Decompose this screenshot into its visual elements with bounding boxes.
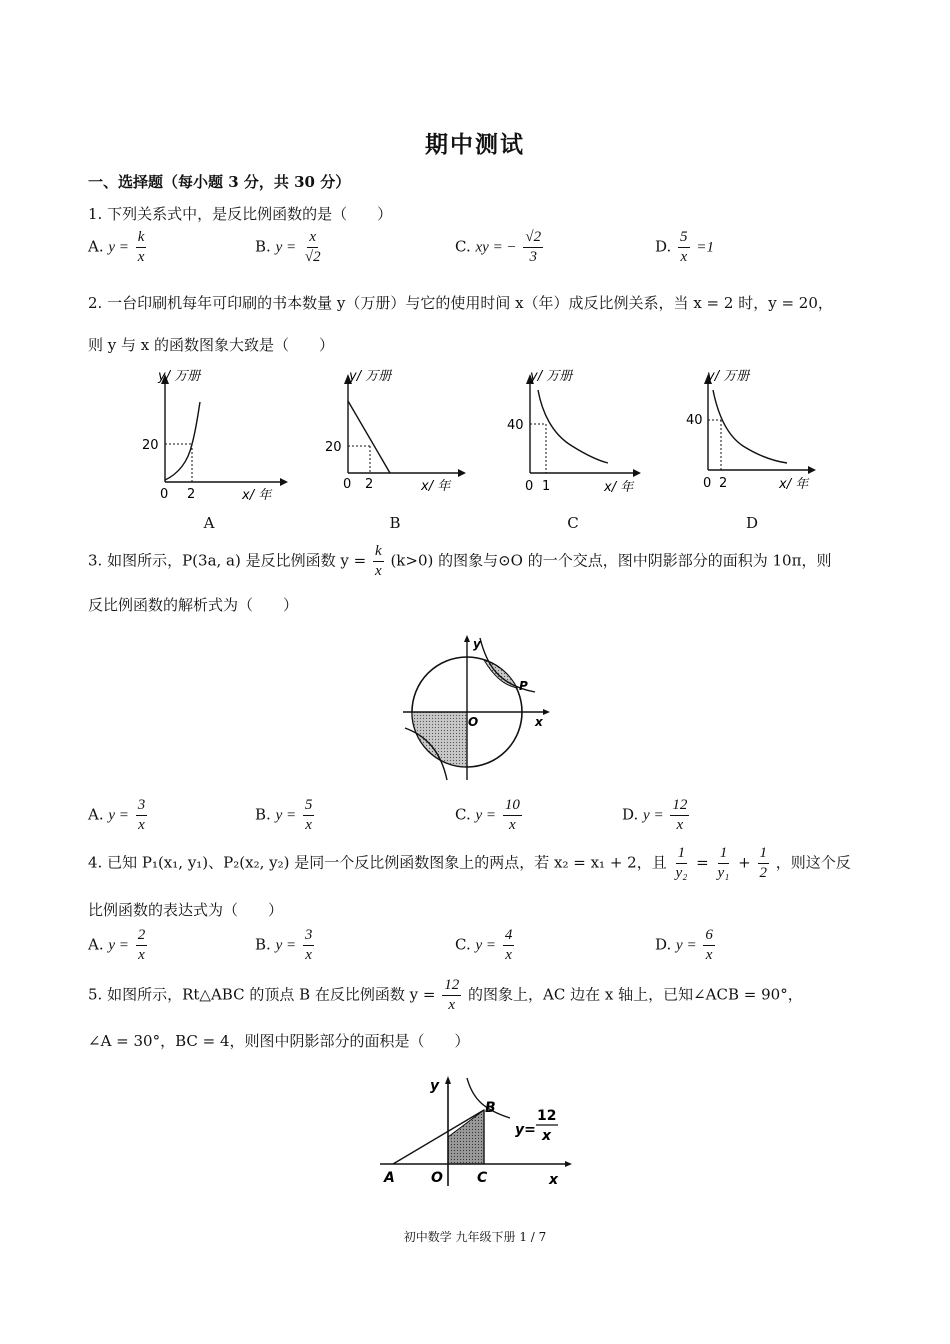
q3-text-post: (k>0) 的图象与⊙O 的一个交点，图中阴影部分的面积为 10π，则 [390, 551, 832, 570]
option-lhs: y = [676, 937, 697, 954]
x-tick-origin: 0 [703, 476, 712, 491]
option-letter: D. [622, 805, 639, 824]
option-letter: D. [655, 935, 672, 954]
fraction-denominator: x [680, 249, 688, 265]
fraction-numerator: 10 [503, 798, 522, 816]
fraction-numerator: 4 [503, 928, 515, 946]
point-p-label: P [519, 679, 528, 693]
q3-option-d [622, 798, 691, 833]
option-rhs: =1 [696, 239, 714, 256]
fraction-numerator: 3 [136, 798, 148, 816]
q4-text-pre: 4. 已知 P₁(x₁, y₁)、P₂(x₂, y₂) 是同一个反比例函数图象上的两点，若 x₂ = x₁ + 2，且 [88, 853, 667, 872]
fraction [703, 928, 715, 963]
fraction-numerator: 12 [442, 978, 461, 996]
fraction [523, 230, 543, 265]
fraction-denominator: x [705, 947, 713, 963]
x-axis-arrow [808, 466, 816, 474]
fraction-numerator: k [136, 230, 147, 248]
fraction-denominator: x [138, 947, 145, 963]
option-lhs: y = [643, 807, 664, 824]
option-letter: A. [88, 935, 104, 954]
y-tick: 20 [142, 438, 159, 453]
origin-label: O [431, 1170, 443, 1186]
x-label: x [535, 715, 543, 729]
graph-b [315, 362, 475, 502]
point-b-label: B [485, 1100, 496, 1116]
line-graph [348, 401, 390, 473]
question-4-line1 [88, 846, 851, 881]
point-a-label: A [384, 1170, 395, 1186]
option-letter: C. [455, 805, 471, 824]
plus-sign: + [738, 853, 751, 872]
option-letter: A. [88, 805, 104, 824]
point-c-label: C [477, 1170, 488, 1186]
question-3-line2: 反比例函数的解析式为（ ） [88, 596, 299, 614]
option-lhs: y = [108, 937, 129, 954]
curve [165, 402, 200, 480]
fraction-numerator: 1 [676, 846, 688, 864]
x-tick-origin: 0 [160, 487, 169, 502]
option-lhs: y = [275, 239, 297, 256]
y-tick: 40 [507, 418, 524, 433]
y-tick: 20 [325, 440, 342, 455]
option-lhs: y = [275, 937, 297, 954]
fraction [373, 544, 384, 579]
fraction [136, 798, 148, 833]
fraction-denominator: y₂ [675, 865, 688, 881]
x-axis-label: x/ 年 [779, 477, 809, 492]
x-axis-arrow [280, 478, 288, 486]
x-tick-origin: 0 [343, 477, 352, 492]
curve [538, 390, 608, 463]
fraction-denominator: x [448, 997, 456, 1013]
fraction [678, 230, 690, 265]
fraction-denominator: x [505, 947, 512, 963]
q1-option-b [255, 230, 325, 265]
fraction-denominator: x [374, 563, 382, 579]
function-label: y= [515, 1122, 536, 1138]
equals-sign: = [696, 853, 709, 872]
fraction-numerator: 6 [703, 928, 715, 946]
option-letter: C. [455, 935, 471, 954]
x-tick: 2 [719, 476, 728, 491]
x-tick-origin: 0 [525, 479, 534, 494]
q4-text-post: ，则这个反 [775, 853, 851, 872]
graph-a-label: A [203, 514, 215, 532]
page-footer: 初中数学 九年级下册 1 / 7 [403, 1230, 547, 1244]
y-axis-arrow [445, 1076, 451, 1084]
option-lhs: y = [475, 807, 497, 824]
y-axis-label: y/ 万册 [530, 369, 573, 384]
q5-text-pre: 5. 如图所示，Rt△ABC 的顶点 B 在反比例函数 y = [88, 985, 436, 1004]
q5-triangle-figure [375, 1068, 575, 1193]
fraction [136, 928, 148, 963]
function-denominator: x [542, 1128, 552, 1144]
fraction-numerator: 3 [303, 928, 315, 946]
option-lhs: y = [275, 807, 297, 824]
shaded-region [448, 1110, 484, 1164]
fraction [503, 928, 515, 963]
x-axis-label: x/ 年 [242, 488, 272, 502]
fraction-numerator: 1 [718, 846, 730, 864]
fraction-denominator: x [676, 817, 684, 833]
q3-option-a [88, 798, 149, 833]
fraction [442, 978, 461, 1013]
fraction-numerator: 1 [758, 846, 770, 864]
y-tick: 40 [686, 413, 703, 428]
y-label: y [473, 637, 481, 651]
fraction-denominator: 2 [759, 865, 768, 881]
x-axis-label: x/ 年 [604, 480, 634, 495]
option-letter: A. [88, 237, 104, 256]
section-heading: 一、选择题（每小题 3 分，共 30 分） [88, 173, 351, 191]
fraction-denominator: x [137, 249, 145, 265]
fraction-denominator: 3 [529, 249, 537, 265]
fraction-numerator: √2 [523, 230, 543, 248]
x-tick: 2 [187, 487, 196, 502]
page-title: 期中测试 [425, 131, 525, 158]
question-3-line1 [88, 544, 831, 579]
x-axis-arrow [633, 469, 641, 477]
q3-option-c [455, 798, 524, 833]
q4-option-a [88, 928, 149, 963]
graph-c-label: C [567, 514, 579, 532]
fraction [303, 230, 323, 265]
question-1-stem: 1. 下列关系式中，是反比例函数的是（ ） [88, 205, 393, 223]
y-axis-arrow [464, 635, 470, 642]
question-5-line2: ∠A = 30°，BC = 4，则图中阴影部分的面积是（ ） [88, 1032, 470, 1050]
graph-b-label: B [389, 514, 401, 532]
fraction [670, 798, 689, 833]
x-axis-arrow [458, 469, 466, 477]
option-letter: B. [255, 237, 271, 256]
y-axis-label: y/ 万册 [349, 369, 392, 384]
option-letter: B. [255, 935, 271, 954]
q3-text-pre: 3. 如图所示，P(3a, a) 是反比例函数 y = [88, 551, 367, 570]
fraction-denominator: y₁ [717, 865, 730, 881]
fraction-numerator: 5 [303, 798, 315, 816]
fraction-numerator: 12 [670, 798, 689, 816]
graph-d-label: D [745, 514, 759, 532]
fraction [673, 846, 689, 881]
fraction-numerator: 2 [136, 928, 148, 946]
fraction [758, 846, 770, 881]
option-lhs: y = [108, 807, 129, 824]
q1-option-c [455, 230, 545, 265]
fraction [303, 928, 315, 963]
option-letter: B. [255, 805, 271, 824]
option-letter: D. [655, 237, 672, 256]
q4-option-b [255, 928, 316, 963]
question-2-line1: 2. 一台印刷机每年可印刷的书本数量 y（万册）与它的使用时间 x（年）成反比例关系，当 x = 2 时，y = 20， [88, 294, 833, 312]
fraction-numerator: x [307, 230, 318, 248]
graph-a [130, 362, 290, 502]
fraction-numerator: k [373, 544, 384, 562]
fraction [136, 230, 147, 265]
origin-label: O [468, 715, 479, 729]
y-axis-label: y/ 万册 [158, 369, 201, 384]
curve [713, 390, 787, 463]
q1-option-d [655, 230, 714, 265]
q3-option-b [255, 798, 316, 833]
question-4-line2: 比例函数的表达式为（ ） [88, 901, 284, 919]
y-label: y [430, 1078, 440, 1094]
question-5-line1 [88, 978, 803, 1013]
q4-option-c [455, 928, 516, 963]
graph-c [500, 362, 660, 502]
fraction-denominator: x [508, 817, 516, 833]
x-label: x [549, 1172, 559, 1188]
q4-option-d [655, 928, 717, 963]
fraction-numerator: 5 [678, 230, 690, 248]
x-axis-arrow [543, 709, 550, 715]
q3-circle-figure [395, 630, 565, 785]
function-numerator: 12 [537, 1108, 557, 1124]
fraction [303, 798, 315, 833]
option-lhs: xy = − [475, 239, 517, 256]
fraction [503, 798, 522, 833]
fraction-denominator: √2 [304, 249, 321, 265]
fraction-denominator: x [138, 817, 145, 833]
q1-option-a [88, 230, 148, 265]
x-axis-arrow [565, 1161, 572, 1167]
fraction [716, 846, 732, 881]
option-letter: C. [455, 237, 471, 256]
q5-text-post: 的图象上，AC 边在 x 轴上，已知∠ACB = 90°， [468, 985, 803, 1004]
x-axis-label: x/ 年 [421, 479, 451, 494]
x-tick: 2 [365, 477, 374, 492]
option-lhs: y = [475, 937, 497, 954]
y-axis-label: y/ 万册 [707, 369, 750, 384]
graph-d [675, 362, 835, 502]
fraction-denominator: x [305, 947, 312, 963]
x-tick: 1 [542, 479, 551, 494]
fraction-denominator: x [305, 817, 312, 833]
option-lhs: y = [108, 239, 129, 256]
question-2-line2: 则 y 与 x 的函数图象大致是（ ） [88, 336, 335, 354]
